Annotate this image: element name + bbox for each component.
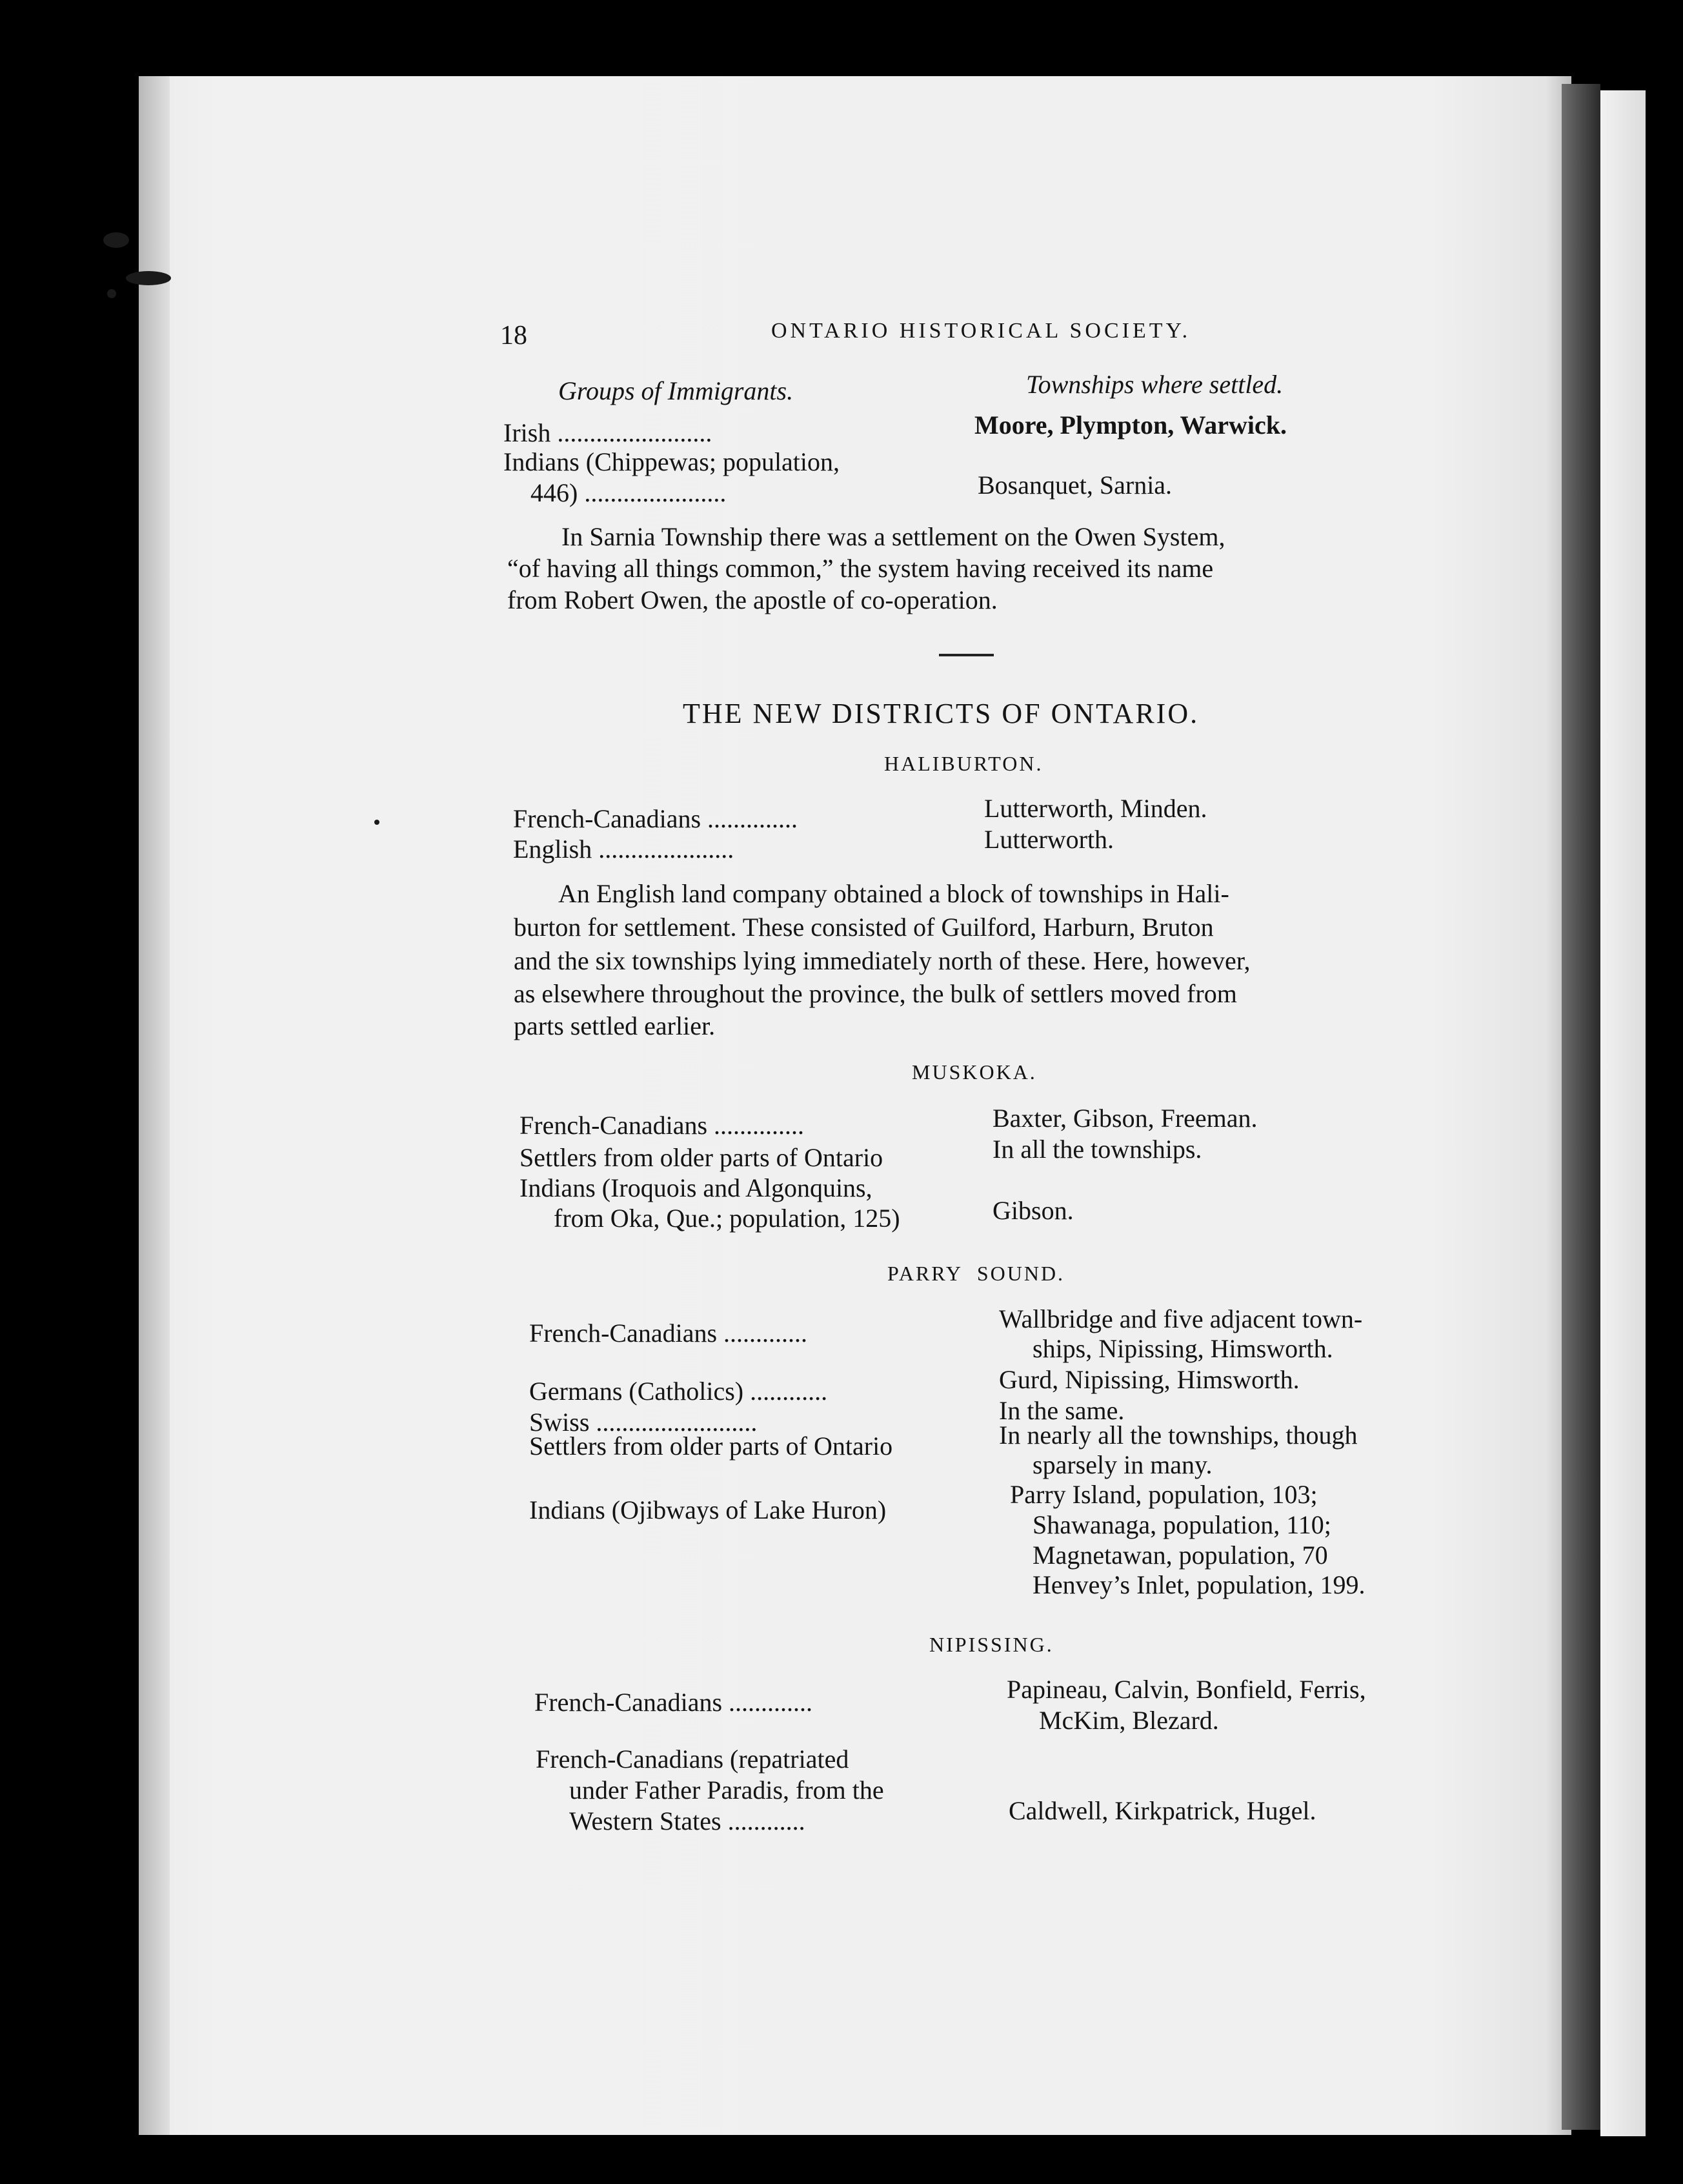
ink-speck — [126, 271, 171, 285]
row-group: Indians (Chippewas; population, — [503, 447, 840, 476]
row-group: Germans (Catholics) ............ — [529, 1377, 828, 1406]
row-group: French-Canadians ............. — [534, 1688, 813, 1717]
row-group: under Father Paradis, from the — [569, 1775, 884, 1805]
paragraph-line: In Sarnia Township there was a settlement on the Owen System, — [561, 522, 1225, 551]
row-place: Caldwell, Kirkpatrick, Hugel. — [1009, 1796, 1316, 1825]
row-group: English ..................... — [513, 834, 734, 864]
section-divider — [939, 654, 994, 656]
district-heading: MUSKOKA. — [912, 1060, 1037, 1084]
row-group: French-Canadians .............. — [513, 804, 798, 833]
row-place: In all the townships. — [993, 1135, 1202, 1164]
paragraph-line: parts settled earlier. — [514, 1011, 716, 1040]
row-place: Gurd, Nipissing, Himsworth. — [999, 1365, 1300, 1394]
page-gutter-shadow — [1562, 84, 1600, 2130]
row-place: In the same. — [999, 1396, 1125, 1425]
row-place: Gibson. — [993, 1196, 1074, 1225]
paragraph-line: as elsewhere throughout the province, the bulk of settlers moved from — [514, 979, 1237, 1008]
row-group: 446) ...................... — [530, 478, 727, 507]
ink-speck — [374, 820, 379, 825]
row-place: Papineau, Calvin, Bonfield, Ferris, — [1007, 1675, 1366, 1704]
paragraph-line: from Robert Owen, the apostle of co-operation. — [507, 585, 998, 614]
row-place: Magnetawan, population, 70 — [1033, 1541, 1328, 1570]
column-heading-groups: Groups of Immigrants. — [558, 376, 794, 405]
row-place: Bosanquet, Sarnia. — [978, 470, 1173, 500]
row-place: McKim, Blezard. — [1039, 1706, 1219, 1735]
district-heading: NIPISSING. — [929, 1633, 1054, 1656]
row-group: Western States ............ — [569, 1806, 805, 1835]
row-group: Swiss ......................... — [529, 1408, 758, 1437]
row-group: Indians (Iroquois and Algonquins, — [519, 1173, 872, 1202]
ink-speck — [103, 232, 129, 248]
district-heading: PARRY SOUND. — [887, 1262, 1065, 1285]
row-group: French-Canadians .............. — [519, 1111, 805, 1140]
row-group: Indians (Ojibways of Lake Huron) — [529, 1495, 887, 1524]
row-place: Parry Island, population, 103; — [1010, 1480, 1318, 1509]
page-number: 18 — [500, 321, 527, 350]
facing-page-edge — [1600, 90, 1646, 2136]
paragraph-line: burton for settlement. These consisted of Guilford, Harburn, Bruton — [514, 913, 1214, 942]
paragraph-line: and the six townships lying immediately north of these. Here, however, — [514, 946, 1251, 975]
column-heading-townships: Townships where settled. — [1026, 370, 1284, 399]
row-group: French-Canadians (repatriated — [536, 1744, 849, 1774]
row-place: sparsely in many. — [1033, 1450, 1213, 1479]
row-place: ships, Nipissing, Himsworth. — [1033, 1334, 1333, 1363]
row-group: Settlers from older parts of Ontario — [519, 1143, 883, 1172]
row-place: Baxter, Gibson, Freeman. — [993, 1104, 1258, 1133]
row-place: Lutterworth, Minden. — [984, 794, 1207, 823]
page-stack-edge — [139, 76, 170, 2135]
row-place: Lutterworth. — [984, 825, 1114, 854]
row-group: French-Canadians ............. — [529, 1319, 808, 1348]
running-title: ONTARIO HISTORICAL SOCIETY. — [771, 319, 1191, 343]
row-place: In nearly all the townships, though — [999, 1421, 1358, 1450]
row-group: from Oka, Que.; population, 125) — [554, 1204, 900, 1233]
row-place: Shawanaga, population, 110; — [1033, 1510, 1331, 1539]
district-heading: HALIBURTON. — [884, 752, 1043, 775]
row-group: Irish ........................ — [503, 418, 712, 447]
row-place: Wallbridge and five adjacent town- — [999, 1304, 1363, 1333]
paragraph-line: An English land company obtained a block of townships in Hali- — [558, 879, 1229, 908]
ink-speck — [107, 289, 116, 298]
section-title: THE NEW DISTRICTS OF ONTARIO. — [683, 698, 1200, 729]
paragraph-line: “of having all things common,” the system having received its name — [507, 554, 1214, 583]
row-place: Moore, Plympton, Warwick. — [974, 410, 1287, 440]
book-page — [139, 76, 1571, 2135]
row-group: Settlers from older parts of Ontario — [529, 1431, 893, 1461]
row-place: Henvey’s Inlet, population, 199. — [1033, 1570, 1366, 1599]
